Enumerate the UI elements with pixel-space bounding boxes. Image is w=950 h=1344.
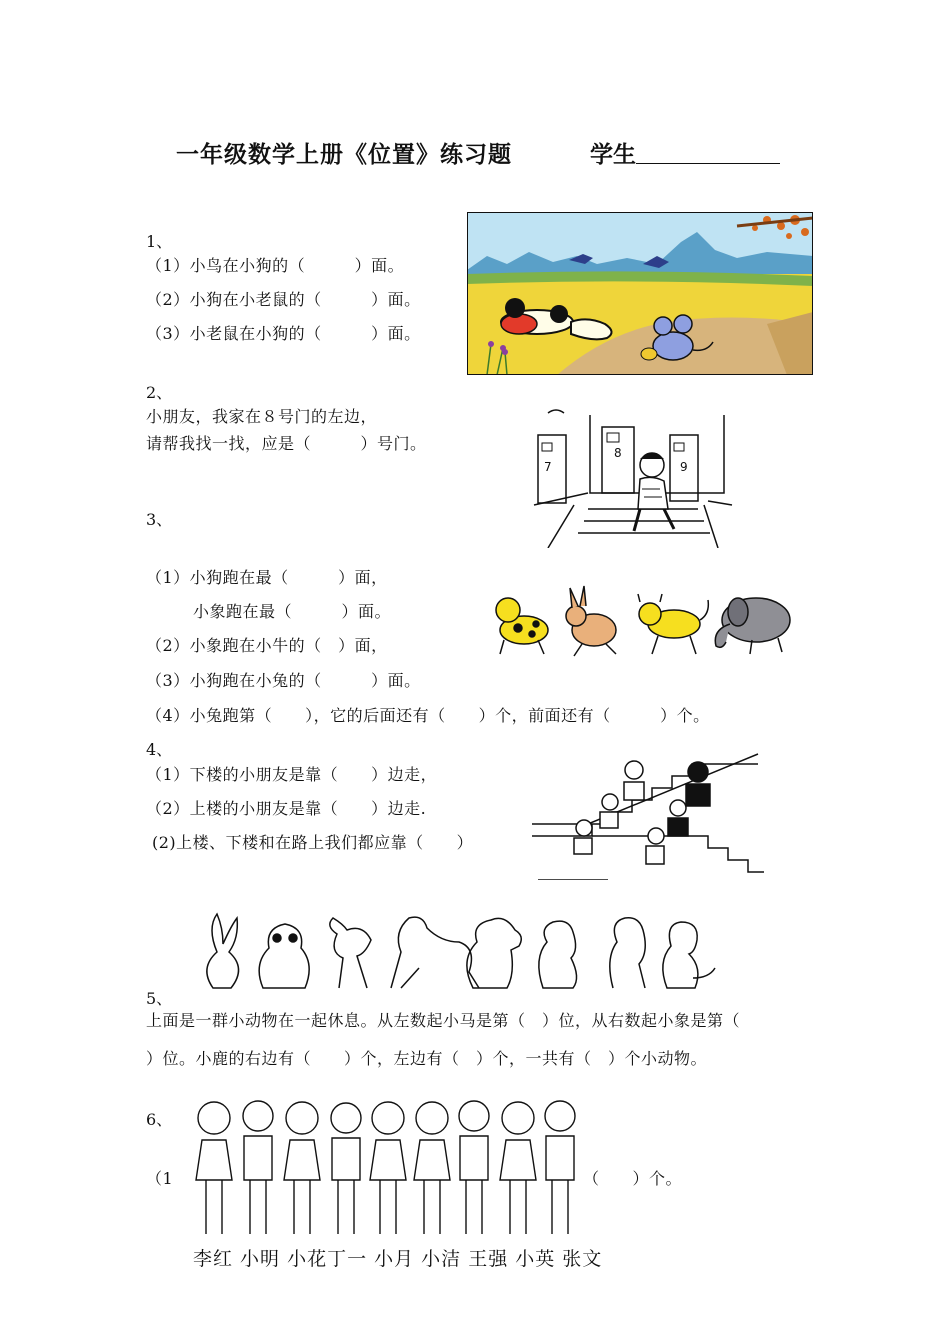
q2-line-2: 请帮我找一找，应是（ ）号门。: [146, 434, 427, 453]
q2-line-1: 小朋友，我家在８号门的左边，: [146, 407, 378, 426]
q4-stairs-image: [528, 752, 764, 880]
q3-line-2: 小象跑在最（ ）面。: [193, 602, 392, 621]
q4-line-1: （1）下楼的小朋友是靠（ ）边走，: [146, 765, 438, 784]
q1-field-scene-image: [467, 212, 813, 375]
q6-children-lineup-image: [176, 1094, 582, 1238]
q6-children-names: 李红 小明 小花丁一 小月 小洁 王强 小英 张文: [193, 1248, 603, 1270]
q2-number: 2、: [146, 383, 173, 402]
q4-line-2: （2）上楼的小朋友是靠（ ）边走.: [146, 799, 427, 818]
q3-line-5: （4）小兔跑第（ ），它的后面还有（ ）个，前面还有（ ）个。: [146, 706, 710, 725]
q3-line-3: （2）小象跑在小牛的（ ）面，: [146, 636, 388, 655]
q6-line-right: （ ）个。: [583, 1169, 683, 1188]
q4-line-3: (2)上楼、下楼和在路上我们都应靠（ ）: [152, 833, 474, 852]
q2-door-number-7: 7: [544, 460, 552, 474]
q5-line-2: ）位。小鹿的右边有（ ）个，左边有（ ）个，一共有（ ）个小动物。: [146, 1049, 708, 1068]
page-title: 一年级数学上册《位置》练习题: [176, 141, 512, 168]
q1-line-1: （1）小鸟在小狗的（ ）面。: [146, 256, 405, 275]
q2-door-number-9: 9: [680, 460, 688, 474]
q4-number: 4、: [146, 740, 173, 759]
q5-line-1: 上面是一群小动物在一起休息。从左数起小马是第（ ）位，从右数起小象是第（: [146, 1011, 741, 1030]
q5-number: 5、: [146, 989, 173, 1008]
q1-line-2: （2）小狗在小老鼠的（ ）面。: [146, 290, 421, 309]
q6-line-left: （1: [146, 1169, 174, 1188]
q3-running-animals-image: [490, 584, 802, 660]
q2-doors-image: [528, 405, 734, 548]
q3-line-1: （1）小狗跑在最（ ）面，: [146, 568, 388, 587]
q1-number: 1、: [146, 232, 173, 251]
q6-number: 6、: [146, 1110, 173, 1129]
q2-door-number-8: 8: [614, 446, 622, 460]
student-name-blank[interactable]: [636, 163, 780, 164]
student-label: 学生: [590, 141, 636, 168]
q5-resting-animals-image: [193, 908, 719, 990]
q3-number: 3、: [146, 510, 173, 529]
q3-line-4: （3）小狗跑在小兔的（ ）面。: [146, 671, 421, 690]
q1-line-3: （3）小老鼠在小狗的（ ）面。: [146, 324, 421, 343]
